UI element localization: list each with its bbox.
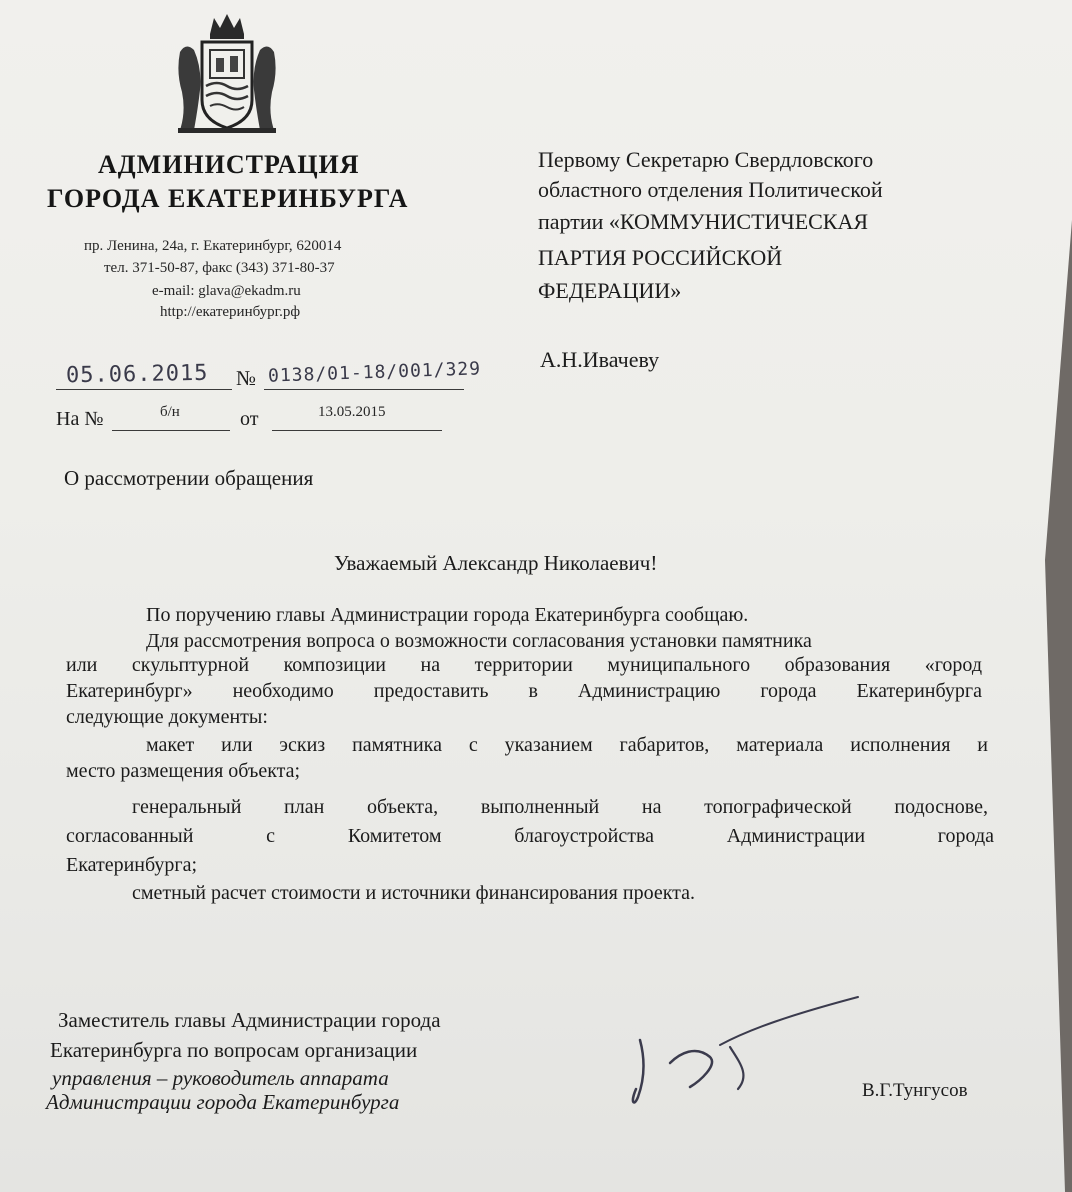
- addressee-line2: областного отделения Политической: [538, 177, 883, 202]
- paragraph-2-line3: Екатеринбург» необходимо предоставить в Администрацию города Екатеринбурга: [66, 680, 982, 702]
- paragraph-2-line2: или скульптурной композиции на территории муниципального образования «город: [66, 654, 982, 676]
- handwritten-signature-icon: [600, 985, 880, 1115]
- paragraph-2-line4: следующие документы:: [66, 706, 268, 728]
- coat-of-arms-icon: [172, 12, 282, 136]
- addressee-line4: ПАРТИЯ РОССИЙСКОЙ: [538, 245, 783, 270]
- number-label: №: [236, 366, 257, 390]
- addressee-line3: партии «КОММУНИСТИЧЕСКАЯ: [538, 209, 869, 234]
- reply-underline: [112, 430, 230, 431]
- org-website: http://екатеринбург.рф: [160, 304, 301, 320]
- subject: О рассмотрении обращения: [64, 466, 314, 490]
- item-2-line2: согласованный с Комитетом благоустройства Администрации города: [66, 825, 994, 847]
- org-email: e-mail: glava@ekadm.ru: [152, 283, 301, 299]
- addressee-line1: Первому Секретарю Свердловского: [538, 147, 874, 172]
- paragraph-2-line1: Для рассмотрения вопроса о возможности согласования установки памятника: [146, 630, 812, 652]
- org-phone: тел. 371-50-87, факс (343) 371-80-37: [104, 260, 335, 276]
- item-1-line2: место размещения объекта;: [66, 760, 301, 782]
- reply-label: На №: [56, 408, 104, 430]
- number-underline: [264, 389, 464, 390]
- reply-date-underline: [272, 430, 442, 431]
- addressee-name: А.Н.Ивачеву: [540, 347, 660, 372]
- signer-position-line3: управления – руководитель аппарата: [52, 1066, 389, 1090]
- signer-position-line2: Екатеринбурга по вопросам организации: [50, 1038, 418, 1062]
- date-underline: [56, 389, 232, 390]
- paragraph-1: По поручению главы Администрации города Екатеринбурга сообщаю.: [146, 604, 749, 626]
- item-1-line1: макет или эскиз памятника с указанием габаритов, материала исполнения и: [146, 734, 988, 756]
- greeting: Уважаемый Александр Николаевич!: [334, 551, 658, 575]
- org-name-line2: ГОРОДА ЕКАТЕРИНБУРГА: [47, 184, 409, 213]
- signer-position-line4: Администрации города Екатеринбурга: [46, 1090, 400, 1114]
- reply-date: 13.05.2015: [318, 404, 386, 420]
- signer-position-line1: Заместитель главы Администрации города: [58, 1008, 441, 1032]
- item-2-line3: Екатеринбурга;: [66, 854, 198, 876]
- reply-number: б/н: [160, 404, 180, 420]
- item-2-line1: генеральный план объекта, выполненный на топографической подоснове,: [132, 796, 988, 818]
- signer-name: В.Г.Тунгусов: [862, 1080, 968, 1101]
- outgoing-date: 05.06.2015: [65, 360, 209, 389]
- item-3: сметный расчет стоимости и источники финансирования проекта.: [132, 882, 696, 904]
- org-address: пр. Ленина, 24а, г. Екатеринбург, 620014: [84, 238, 342, 254]
- addressee-line5: ФЕДЕРАЦИИ»: [538, 278, 682, 303]
- org-name-line1: АДМИНИСТРАЦИЯ: [98, 150, 360, 179]
- outgoing-number: 0138/01-18/001/329: [267, 358, 482, 387]
- from-label: от: [240, 408, 259, 430]
